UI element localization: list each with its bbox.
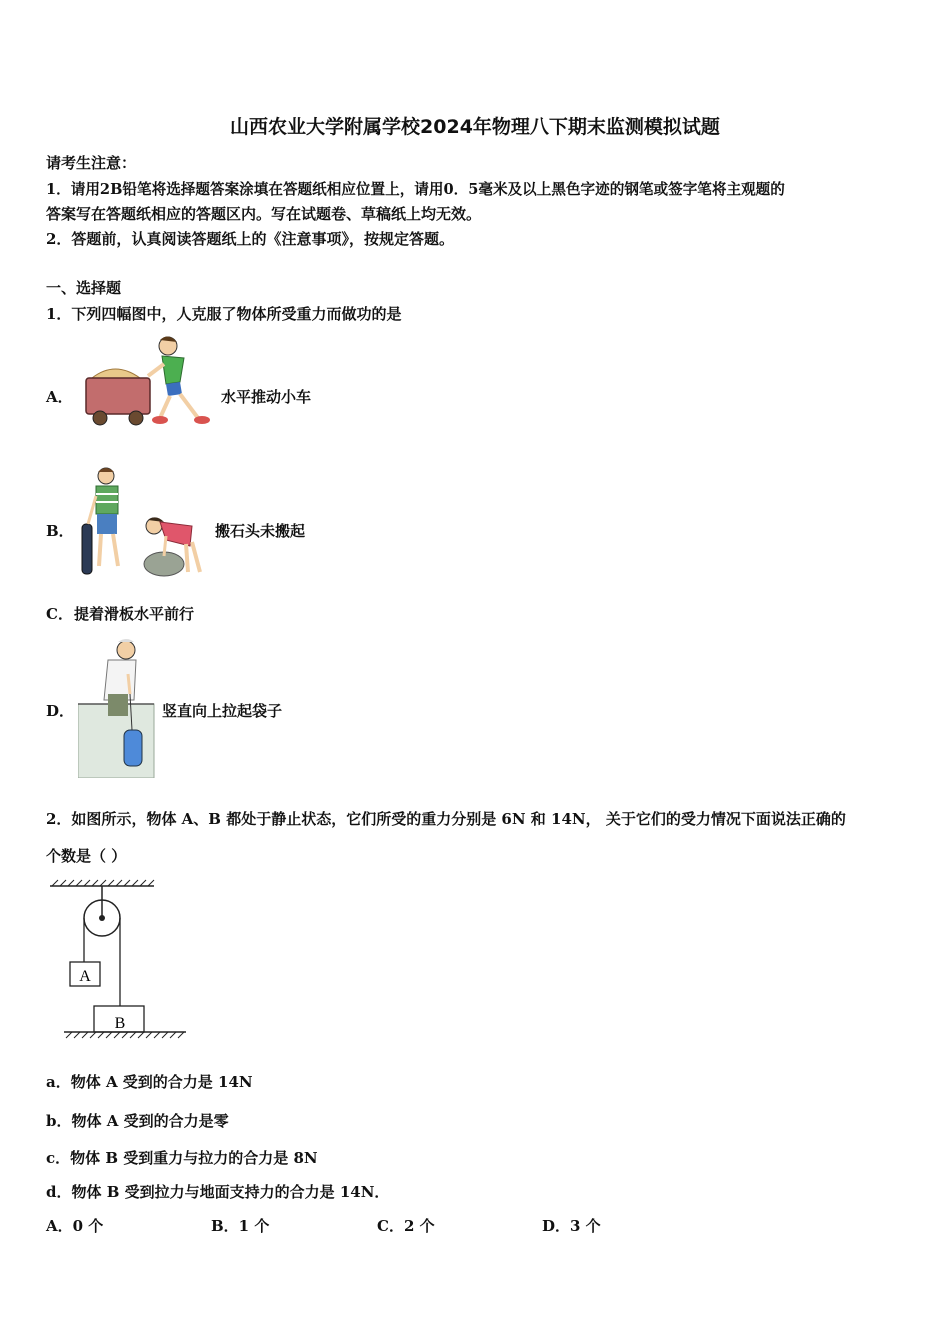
section-heading: 一、选择题 bbox=[46, 279, 122, 297]
option-c-text: 提着滑板水平前行 bbox=[74, 605, 195, 623]
choice-d: D．3 个 bbox=[542, 1217, 601, 1235]
skateboard-boy-illustration bbox=[76, 466, 140, 580]
statement-c: c．物体 B 受到重力与拉力的合力是 8N bbox=[46, 1149, 318, 1167]
pulley-diagram bbox=[44, 878, 194, 1042]
page-title: 山西农业大学附属学校2024年物理八下期末监测模拟试题 bbox=[230, 116, 720, 138]
notice-line-1: 1．请用2B铅笔将选择题答案涂填在答题纸相应位置上，请用0．5毫米及以上黑色字迹的钢笔或签字笔将主观题的 bbox=[46, 181, 785, 198]
choice-b: B．1 个 bbox=[211, 1217, 270, 1235]
statement-d: d．物体 B 受到拉力与地面支持力的合力是 14N． bbox=[46, 1183, 390, 1201]
option-b-text: 搬石头未搬起 bbox=[215, 522, 306, 540]
option-a-text: 水平推动小车 bbox=[221, 388, 312, 406]
notice-heading: 请考生注意： bbox=[46, 154, 137, 172]
choice-a: A．0 个 bbox=[46, 1217, 104, 1235]
lifting-bag-illustration bbox=[78, 634, 158, 778]
notice-line-2: 答案写在答题纸相应的答题区内。写在试题卷、草稿纸上均无效。 bbox=[46, 205, 482, 223]
statement-b: b．物体 A 受到的合力是零 bbox=[46, 1112, 229, 1130]
choice-c: C．2 个 bbox=[377, 1217, 435, 1235]
option-d-text: 竖直向上拉起袋子 bbox=[162, 702, 283, 720]
option-c-label: C． bbox=[46, 605, 73, 623]
question-1-stem: 1．下列四幅图中，人克服了物体所受重力而做功的是 bbox=[46, 305, 402, 323]
question-2-stem-line-2: 个数是（ ） bbox=[46, 847, 127, 865]
question-2-stem-line-1: 2．如图所示，物体 A、B 都处于静止状态，它们所受的重力分别是 6N 和 14N， 关于它们的受力情况下面说法正确的 bbox=[46, 810, 846, 828]
statement-a: a．物体 A 受到的合力是 14N bbox=[46, 1073, 253, 1091]
notice-line-3: 2．答题前，认真阅读答题纸上的《注意事项》，按规定答题。 bbox=[46, 230, 454, 248]
option-a-label: A． bbox=[46, 388, 73, 406]
block-b-label: B bbox=[114, 1015, 126, 1032]
option-d-label: D． bbox=[46, 702, 75, 720]
option-b-label: B． bbox=[46, 522, 74, 540]
block-a-label: A bbox=[79, 968, 91, 985]
lifting-stone-illustration bbox=[142, 512, 212, 578]
pushing-cart-illustration bbox=[80, 334, 220, 428]
